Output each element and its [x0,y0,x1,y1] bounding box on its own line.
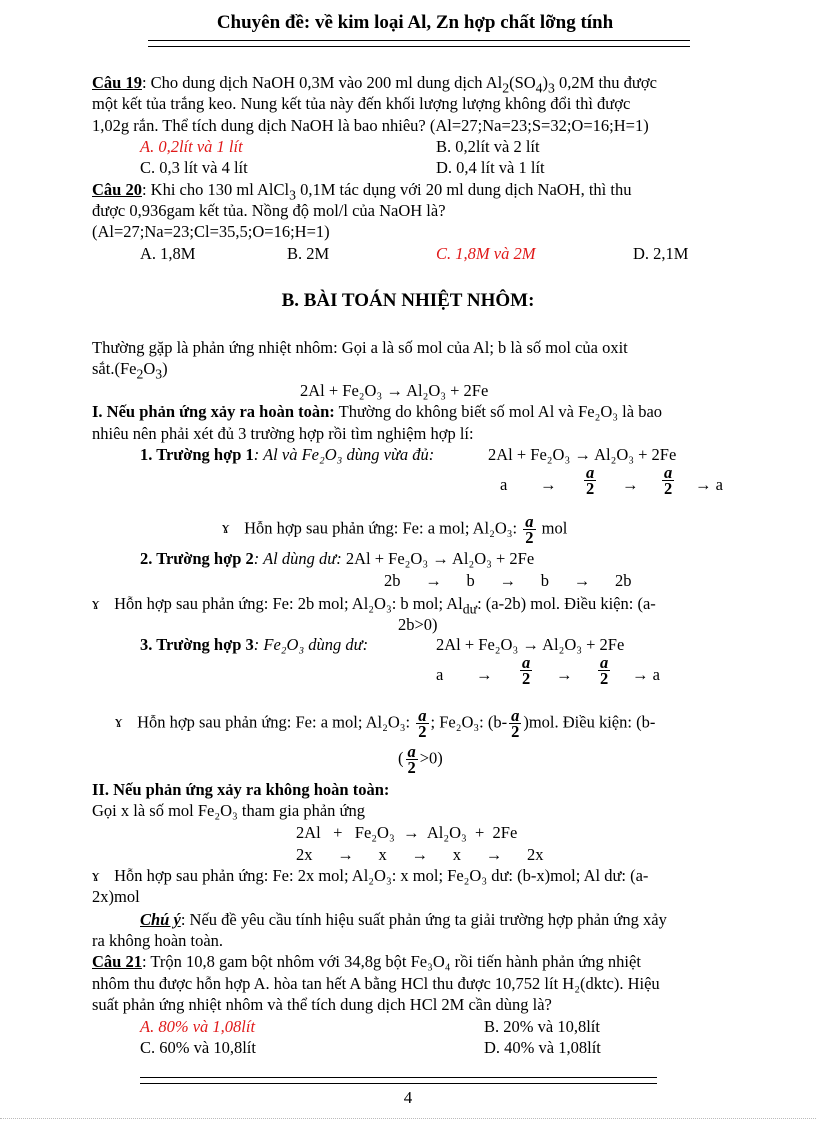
q19-option-b: B. 0,2lít và 2 lít [436,137,540,156]
q19-label: Câu 19 [92,73,142,92]
taurus-bullet-icon: ɤ [92,866,100,885]
q21-option-b: B. 20% và 10,8lít [484,1017,600,1036]
part-ii-title: II. Nếu phản ứng xảy ra không hoàn toàn: [92,780,390,799]
case3-arrow2: → [556,665,573,684]
part-ii-result1: ɤ Hỗn hợp sau phản ứng: Fe: 2x mol; Al₂O₃: x mol; Fe₂O₃ dư: (b-x)mol; Al dư: (a- [92,866,649,885]
q21-line2: nhôm thu được hỗn hợp A. hòa tan hết A bằng HCl thu được 10,752 lít H₂(dktc). Hiệu [92,974,660,993]
case3-equation: 2Al + Fe₂O₃ → Al₂O₃ + 2Fe [436,635,625,654]
case3-condition: ( $\frac{a}{2}$ >0) [398,742,443,777]
case3-line: 3. Trường hợp 3: Fe₂O₃ dùng dư: [140,635,369,654]
part-i-title: I. Nếu phản ứng xảy ra hoàn toàn: [92,402,335,421]
note-line2: ra không hoàn toàn. [92,931,224,950]
case1-end: → a [695,475,723,494]
q20-label: Câu 20 [92,180,142,199]
q21-label: Câu 21 [92,952,142,971]
taurus-bullet-icon: ɤ [222,518,230,538]
case1-equation: 2Al + Fe₂O₃ → Al₂O₃ + 2Fe [488,445,677,464]
case1-line: 1. Trường hợp 1: Al và Fe₂O₃ dùng vừa đủ: [140,445,435,464]
case3-arrow1: → [476,665,493,684]
q21-option-a: A. 80% và 1,08lít [140,1017,256,1036]
taurus-bullet-icon: ɤ [115,712,123,732]
part-ii-text: Gọi x là số mol Fe₂O₃ tham gia phản ứng [92,801,365,820]
q20-option-a: A. 1,8M [140,244,196,263]
q21-option-c: C. 60% và 10,8lít [140,1038,256,1057]
case1-frac2: $\frac{a}{2}$ [664,463,673,498]
case2-result1: ɤ Hỗn hợp sau phản ứng: Fe: 2b mol; Al₂O₃: b mol; $Al_{dư}$: (a-2b) mol. Điều kiện: (a- [92,594,656,617]
q19-line3: 1,02g rắn. Thể tích dung dịch NaOH là bao nhiêu? (Al=27;Na=23;S=32;O=16;H=1) [92,116,649,135]
part-ii-row: 2x → x → x → 2x [296,845,544,864]
q20-line2: được 0,936gam kết tủa. Nồng độ mol/l của NaOH là? [92,201,446,220]
footer-divider [140,1077,657,1084]
note-label: Chú ý [140,910,181,929]
q20-option-b: B. 2M [287,244,330,263]
case3-frac2: $\frac{a}{2}$ [600,653,609,688]
q21-option-d: D. 40% và 1,08lít [484,1038,601,1057]
case1-frac1: $\frac{a}{2}$ [586,463,595,498]
case1-arrow1: → [540,475,557,494]
page-bottom-edge [0,1118,816,1119]
main-equation: 2Al + Fe₂O₃ → Al₂O₃ + 2Fe [300,381,489,400]
page-header-title: Chuyên đề: về kim loại Al, Zn hợp chất lỡng tính [216,12,614,33]
case2-title: 2. Trường hợp 2 [140,549,254,568]
q20-option-c: C. 1,8M và 2M [436,244,536,263]
part-ii-result2: 2x)mol [92,887,140,906]
part-i-line2: nhiêu nên phải xét đủ 3 trường hợp rồi tìm nghiệm hợp lí: [92,424,474,443]
case1-a: a [500,475,508,494]
case3-frac1: $\frac{a}{2}$ [522,653,531,688]
case1-arrow2: → [622,475,639,494]
part-i-line1: I. Nếu phản ứng xảy ra hoàn toàn: Thường do không biết số mol Al và Fe₂O₃ là bao [92,402,663,421]
q20-line1: Câu 20: Khi cho 130 ml AlCl$_3$ 0,1M tác dụng với 20 ml dung dịch NaOH, thì thu [92,180,632,203]
intro-line2: $sắt.(Fe_2O_3)$ [92,359,168,382]
page-number: 4 [403,1088,413,1107]
case3-result: ɤ Hỗn hợp sau phản ứng: Fe: a mol; Al₂O₃: $\frac{a}{2}$ ; Fe₂O₃: (b- $\frac{a}{2}$ )mol. Điều kiện: (b- [115,706,656,741]
intro-line1: Thường gặp là phản ứng nhiệt nhôm: Gọi a là số mol của Al; b là số mol của oxit [92,338,628,357]
taurus-bullet-icon: ɤ [92,594,100,613]
header-divider [148,40,690,47]
case2-line: 2. Trường hợp 2: Al dùng dư: 2Al + Fe₂O₃ → Al₂O₃ + 2Fe [140,549,535,568]
q19-option-a: A. 0,2lít và 1 lít [140,137,243,156]
q21-line3: suất phản ứng nhiệt nhôm và thể tích dung dịch HCl 2M cần dùng là? [92,995,552,1014]
section-b-title: B. BÀI TOÁN NHIỆT NHÔM: [281,290,535,311]
case1-result: ɤ Hỗn hợp sau phản ứng: Fe: a mol; Al₂O₃: $\frac{a}{2}$ mol [222,512,568,547]
q19-line2: một kết tủa trắng keo. Nung kết tủa này đến khối lượng lượng không đổi thì được [92,94,631,113]
note-line1: Chú ý: Nếu đề yêu cầu tính hiệu suất phản ứng ta giải trường hợp phản ứng xảy [140,910,667,929]
q19-option-d: D. 0,4 lít và 1 lít [436,158,545,177]
case3-end: → a [632,665,660,684]
case1-title: 1. Trường hợp 1 [140,445,254,464]
q20-line3: (Al=27;Na=23;Cl=35,5;O=16;H=1) [92,222,330,241]
q19-line1: Câu 19: Cho dung dịch NaOH 0,3M vào 200 ml dung dịch $Al_2(SO_4)_3$ 0,2M thu được [92,73,657,96]
case3-title: 3. Trường hợp 3 [140,635,254,654]
case3-a: a [436,665,444,684]
case2-result2: 2b>0) [398,615,438,634]
part-ii-equation: 2Al + Fe₂O₃ → Al₂O₃ + 2Fe [296,823,518,842]
q20-option-d: D. 2,1M [633,244,689,263]
q21-line1: Câu 21: Trộn 10,8 gam bột nhôm với 34,8g bột Fe₃O₄ rồi tiến hành phản ứng nhiệt [92,952,641,971]
q19-option-c: C. 0,3 lít và 4 lít [140,158,248,177]
case2-row: 2b → b → b → 2b [384,571,632,590]
